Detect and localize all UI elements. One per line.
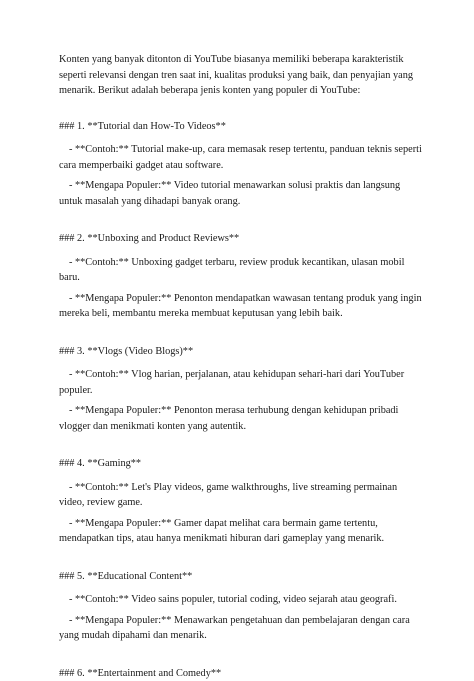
section-2 xyxy=(59,231,424,322)
section-3 xyxy=(59,344,424,435)
section-heading: ### 6. **Entertainment and Comedy** xyxy=(59,666,424,681)
reason-bullet xyxy=(59,613,424,644)
reason-bullet xyxy=(59,178,424,209)
bullet-text: - **Mengapa Populer:** Gamer dapat melihat cara bermain game tertentu, mendapatkan tips, atau hanya menikmati hiburan dari gameplay yang menarik. xyxy=(59,518,384,545)
section-heading: ### 2. **Unboxing and Product Reviews** xyxy=(59,231,424,247)
section-heading: ### 4. **Gaming** xyxy=(59,456,424,472)
bullet-text: - **Mengapa Populer:** Penonton mendapatkan wawasan tentang produk yang ingin mereka beli, membantu mereka membuat keputusan yang lebih baik. xyxy=(59,293,422,320)
example-bullet xyxy=(59,142,424,173)
reason-bullet xyxy=(59,291,424,322)
section-heading: ### 5. **Educational Content** xyxy=(59,569,424,585)
section-5 xyxy=(59,569,424,644)
bullet-text: - **Contoh:** Vlog harian, perjalanan, atau kehidupan sehari-hari dari YouTuber populer. xyxy=(59,369,404,396)
bullet-text: - **Contoh:** Video sains populer, tutorial coding, video sejarah atau geografi. xyxy=(69,594,397,605)
section-1 xyxy=(59,119,424,210)
example-bullet xyxy=(59,480,424,511)
bullet-text: - **Contoh:** Tutorial make-up, cara memasak resep tertentu, panduan teknis seperti cara memperbaiki gadget atau software. xyxy=(59,144,422,171)
bullet-text: - **Mengapa Populer:** Menawarkan pengetahuan dan pembelajaran dengan cara yang mudah dipahami dan menarik. xyxy=(59,615,410,642)
reason-bullet xyxy=(59,516,424,547)
reason-bullet xyxy=(59,403,424,434)
bullet-text: - **Contoh:** Let's Play videos, game walkthroughs, live streaming permainan video, review game. xyxy=(59,482,397,509)
example-bullet xyxy=(59,367,424,398)
example-bullet xyxy=(59,592,424,608)
bullet-text: - **Mengapa Populer:** Video tutorial menawarkan solusi praktis dan langsung untuk masalah yang dihadapi banyak orang. xyxy=(59,180,400,207)
bullet-text: - **Mengapa Populer:** Penonton merasa terhubung dengan kehidupan pribadi vlogger dan menikmati konten yang autentik. xyxy=(59,405,398,432)
example-bullet xyxy=(59,255,424,286)
bullet-text: - **Contoh:** Unboxing gadget terbaru, review produk kecantikan, ulasan mobil baru. xyxy=(59,257,404,284)
intro-paragraph: Konten yang banyak ditonton di YouTube biasanya memiliki beberapa karakteristik seperti relevansi dengan tren saat ini, kualitas produksi yang baik, dan penyajian yang menarik. Berikut adalah beberapa jenis konten yang populer di YouTube: xyxy=(59,52,424,99)
section-heading: ### 3. **Vlogs (Video Blogs)** xyxy=(59,344,424,360)
section-heading: ### 1. **Tutorial dan How-To Videos** xyxy=(59,119,424,135)
section-6 xyxy=(59,666,424,681)
section-4 xyxy=(59,456,424,547)
